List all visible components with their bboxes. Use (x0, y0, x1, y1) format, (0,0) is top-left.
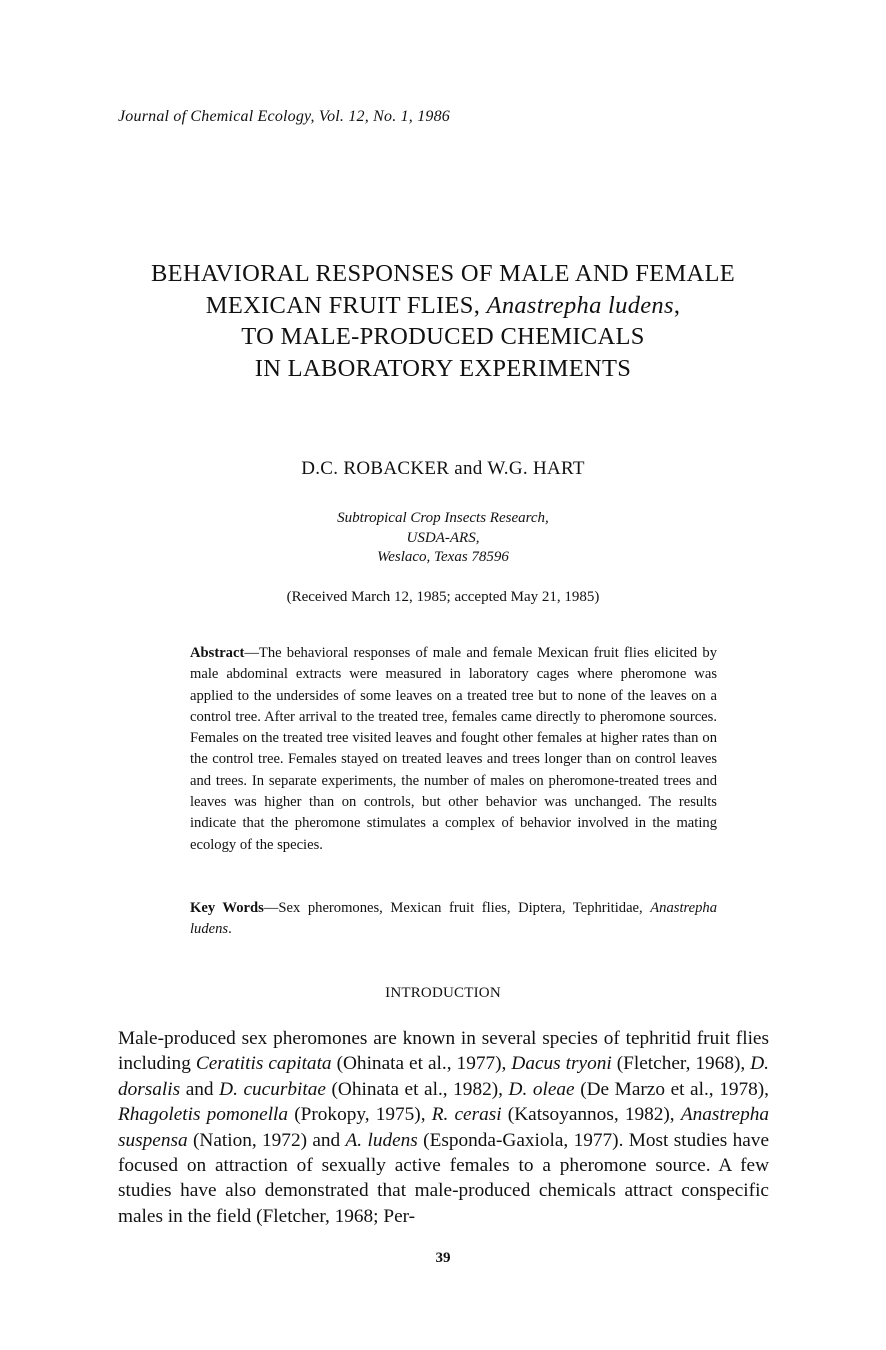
affiliation-line-2: USDA-ARS, (406, 529, 480, 546)
keywords-text: —Sex pheromones, Mexican fruit flies, Diptera, Tephritidae, (263, 900, 651, 916)
species-name: Ceratitis capitata (195, 1053, 332, 1075)
title-line-3: TO MALE-PRODUCED CHEMICALS (241, 323, 645, 350)
intro-text: (Nation, 1972) and (187, 1129, 346, 1151)
species-name: R. cerasi (431, 1104, 502, 1126)
title-species: Anastrepha ludens (486, 291, 674, 319)
species-name: A. ludens (345, 1129, 418, 1151)
affiliation-line-3: Weslaco, Texas 78596 (377, 549, 509, 565)
section-heading: INTRODUCTION (385, 985, 501, 1001)
intro-text: (Esponda-Gaxiola, 1977). Most studies have focused on attraction of sexually active females to a pheromone source. A few studies have also demonstrated that male-produced chemicals attract conspecific males in the field (Fletcher, 1968; Per- (118, 1129, 769, 1227)
keywords-label: Key Words (190, 900, 264, 916)
received-dates: (Received March 12, 1985; accepted May 21, 1985) (286, 589, 600, 605)
keywords-species: Anastrepha ludens (190, 900, 717, 938)
intro-text: and (180, 1078, 220, 1100)
abstract (190, 643, 717, 856)
abstract-text: —The behavioral responses of male and female Mexican fruit flies elicited by male abdominal extracts were measured in laboratory cages where pheromone was applied to the undersides of some leaves on a treated tree but to none of the leaves on a control tree. After arrival to the treated tree, females came directly to pheromone sources. Females on the treated tree visited leaves and fought other females at higher rates than on the control tree. Females stayed on treated leaves and trees longer than on control leaves and trees. In separate experiments, the number of males on pheromone-treated trees and leaves was higher than on controls, but other behavior was unchanged. The results indicate that the pheromone stimulates a complex of behavior involved in the mating ecology of the species. (190, 645, 717, 853)
title-line-2-punct: , (673, 291, 681, 319)
intro-text: (Ohinata et al., 1982), (325, 1078, 509, 1100)
keywords-end: . (228, 921, 232, 938)
title-line-2 (0, 290, 886, 322)
affiliation-line-1: Subtropical Crop Insects Research, (337, 510, 549, 526)
species-name: Rhagoletis pomonella (118, 1104, 289, 1126)
species-name: Dacus tryoni (511, 1053, 612, 1075)
journal-reference: Journal of Chemical Ecology, Vol. 12, No. 1, 1986 (118, 108, 450, 125)
intro-text: Male-produced sex pheromones are known in several species of tephritid fruit flies including (118, 1028, 769, 1075)
authors: D.C. ROBACKER and W.G. HART (301, 458, 585, 479)
species-name: D. dorsalis (118, 1053, 769, 1100)
intro-text: (Katsoyannos, 1982), (501, 1104, 681, 1126)
paper-title (0, 258, 886, 384)
species-name: D. cucurbitae (219, 1078, 326, 1100)
abstract-label: Abstract (190, 645, 245, 661)
species-name: D. oleae (508, 1078, 575, 1100)
affiliation (0, 509, 886, 568)
title-line-1: BEHAVIORAL RESPONSES OF MALE AND FEMALE (150, 260, 736, 287)
introduction-paragraph (118, 1026, 769, 1229)
key-words (190, 898, 717, 941)
intro-text: (Fletcher, 1968), (611, 1053, 751, 1075)
intro-text: (Prokopy, 1975), (288, 1104, 432, 1126)
title-line-4: IN LABORATORY EXPERIMENTS (254, 354, 632, 382)
title-line-2-text: MEXICAN FRUIT FLIES, (205, 291, 487, 319)
species-name: Anastrepha suspensa (118, 1104, 769, 1151)
intro-text: (De Marzo et al., 1978), (574, 1078, 769, 1100)
page-number: 39 (435, 1250, 451, 1266)
intro-text: (Ohinata et al., 1977), (331, 1053, 512, 1075)
